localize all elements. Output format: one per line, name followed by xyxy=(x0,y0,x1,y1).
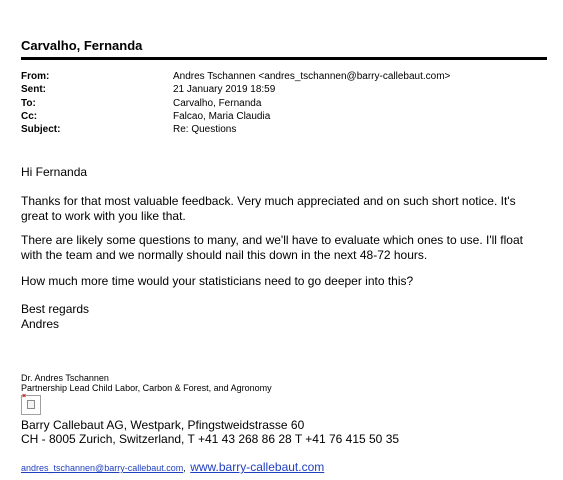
meta-cc-label: Cc: xyxy=(21,111,38,122)
signature-address-line-1: Barry Callebaut AG, Westpark, Pfingstweidstrasse 60 xyxy=(21,418,305,432)
meta-subject-value: Re: Questions xyxy=(173,124,237,135)
meta-from-label: From: xyxy=(21,71,50,82)
website-link[interactable]: www.barry-callebaut.com xyxy=(190,460,325,474)
meta-subject-label: Subject: xyxy=(21,124,61,135)
body-closing: Best regards xyxy=(21,302,90,316)
body-paragraph-1-line-2: great to work with you like that. xyxy=(21,209,186,223)
email-link[interactable]: andres_tschannen@barry-callebaut.com xyxy=(21,463,184,473)
error-x-icon: × xyxy=(22,393,27,400)
meta-to-label: To: xyxy=(21,98,36,109)
meta-to-value: Carvalho, Fernanda xyxy=(173,98,262,109)
broken-image-icon xyxy=(21,395,41,415)
body-paragraph-1-line-1: Thanks for that most valuable feedback. Very much appreciated and on such short notice. It's xyxy=(21,194,516,208)
signature-address-line-2: CH - 8005 Zurich, Switzerland, T +41 43 268 86 28 T +41 76 415 50 35 xyxy=(21,432,400,446)
meta-sent-label: Sent: xyxy=(21,84,46,95)
meta-from-value: Andres Tschannen <andres_tschannen@barry-callebaut.com> xyxy=(173,71,451,82)
signature-title: Partnership Lead Child Labor, Carbon & Forest, and Agronomy xyxy=(21,383,272,393)
body-paragraph-3: How much more time would your statisticians need to go deeper into this? xyxy=(21,274,414,288)
body-sender-first-name: Andres xyxy=(21,317,60,331)
signature-name: Dr. Andres Tschannen xyxy=(21,373,109,383)
link-separator: , xyxy=(183,463,186,473)
body-paragraph-2-line-2: with the team and we normally should nail this down in the next 48-72 hours. xyxy=(21,248,428,262)
meta-sent-value: 21 January 2019 18:59 xyxy=(173,84,276,95)
body-paragraph-2-line-1: There are likely some questions to many, and we'll have to evaluate which ones to use. I'll float xyxy=(21,233,523,247)
header-divider xyxy=(21,57,547,60)
email-header-name: Carvalho, Fernanda xyxy=(21,38,143,53)
body-greeting: Hi Fernanda xyxy=(21,165,88,179)
image-frame-icon xyxy=(27,400,35,409)
signature-links xyxy=(21,459,324,476)
meta-cc-value: Falcao, Maria Claudia xyxy=(173,111,271,122)
